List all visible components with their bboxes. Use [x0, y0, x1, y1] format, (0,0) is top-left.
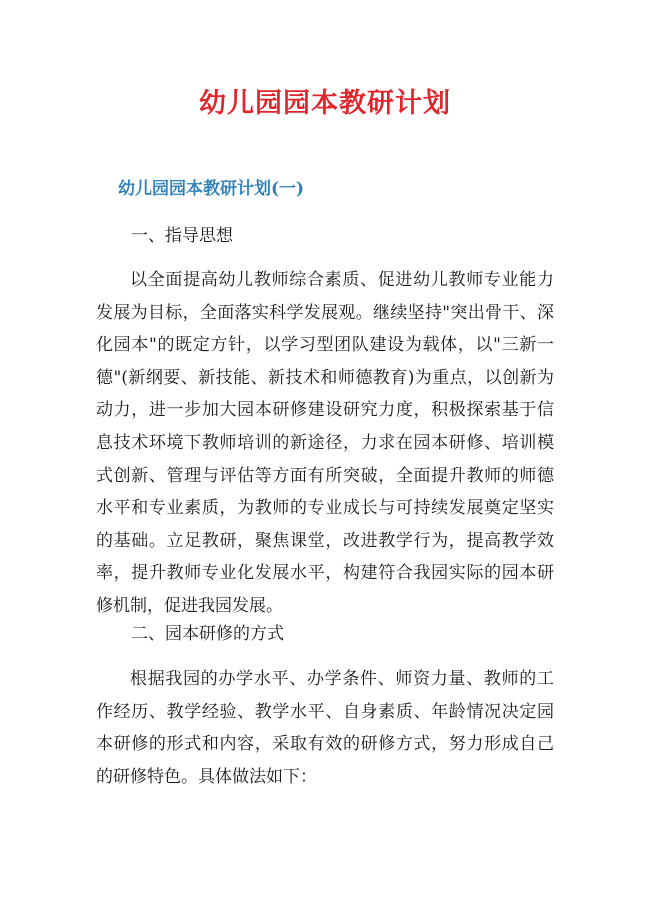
document-subtitle: 幼儿园园本教研计划(一) [118, 179, 305, 199]
document-title: 幼儿园园本教研计划 [199, 88, 451, 119]
section-heading-research-methods: 二、园本研修的方式 [131, 624, 284, 644]
section-paragraph-guiding-ideology: 以全面提高幼儿教师综合素质、促进幼儿教师专业能力发展为目标，全面落实科学发展观。继续坚持"突出骨干、深化园本"的既定方针，以学习型团队建设为载体，以"三新一德"(新纲要、新技能、新技术和师德教育)为重点，以创新为动力，进一步加大园本研修建设研究力度，积极探索基于信息技术环境下教师培训的新途径，力求在园本研修、培训模式创新、管理与评估等方面有所突破，全面提升教师的师德水平和专业素质，为教师的专业成长与可持续发展奠定坚实的基础。立足教研，聚焦课堂，改进教学行为，提高教学效率，提升教师专业化发展水平，构建符合我园实际的园本研修机制，促进我园发展。 [96, 270, 554, 616]
section-paragraph-research-methods: 根据我园的办学水平、办学条件、师资力量、教师的工作经历、教学经验、教学水平、自身素质、年龄情况决定园本研修的形式和内容，采取有效的研修方式，努力形成自己的研修特色。具体做法如下： [96, 669, 554, 787]
section-heading-guiding-ideology: 一、指导思想 [131, 226, 233, 246]
